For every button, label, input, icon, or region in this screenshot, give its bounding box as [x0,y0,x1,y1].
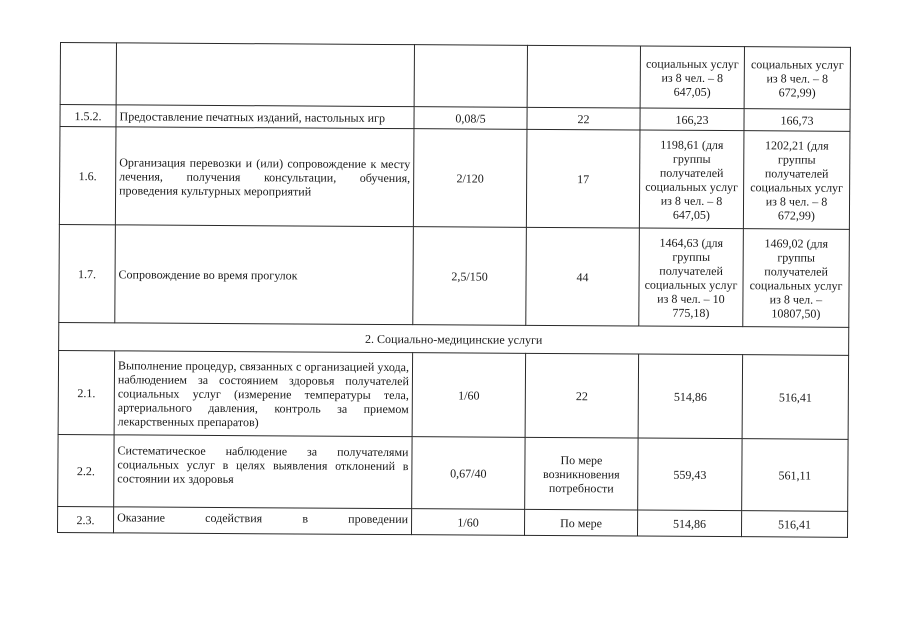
service-count [527,45,640,108]
service-count: По мере возникновения потребности [525,437,638,510]
table-row [58,434,848,511]
row-number: 2.1. [58,350,115,434]
table-row [58,506,848,537]
tariff-value: 1464,63 (для группы получателей социальных услуг из 8 чел. – 10 775,18) [639,228,744,327]
tariff-value: социальных услуг из 8 чел. – 8 647,05) [640,46,744,109]
row-number: 1.7. [59,224,116,322]
row-number: 1.6. [59,127,116,225]
tariff-value-alt: 516,41 [742,355,849,440]
time-norm: 0,08/5 [414,107,527,130]
service-count: 17 [526,129,640,228]
tariff-value-alt: социальных услуг из 8 чел. – 8 672,99) [744,47,850,110]
service-count: 22 [527,107,640,130]
tariff-value-alt: 561,11 [742,439,848,512]
service-count: По мере [524,509,637,536]
tariff-value-alt: 1202,21 (для группы получателей социальных услуг из 8 чел. – 8 672,99) [743,131,850,230]
tariff-value-alt: 1469,02 (для группы получателей социальных услуг из 8 чел. – 10807,50) [743,229,850,328]
time-norm: 2/120 [413,129,527,228]
time-norm: 1/60 [411,509,524,536]
table-row [59,127,850,230]
service-name: Систематическое наблюдение за получателями социальных услуг в целях выявления отклонений в состоянии их здоровья [114,435,412,509]
tariff-value: 1198,61 (для группы получателей социальных услуг из 8 чел. – 8 647,05) [639,130,744,229]
tariff-value: 514,86 [637,510,741,537]
service-name: Организация перевозки и (или) сопровождение к месту лечения, получения консультации, обучения, проведения культурных мероприятий [115,127,414,227]
tariff-value: 559,43 [638,438,742,511]
time-norm: 1/60 [412,353,526,438]
table-row [58,350,848,439]
service-name: Предоставление печатных изданий, настольных игр [116,105,414,129]
table-row [60,43,850,110]
table-row [59,224,850,327]
services-table [57,42,851,538]
row-number: 2.2. [58,434,114,506]
service-name: Сопровождение во время прогулок [115,225,414,325]
tariff-value-alt: 516,41 [741,511,847,538]
section-title: 2. Социально-медицинские услуги [59,322,849,355]
service-count: 22 [525,353,639,438]
row-number: 2.3. [58,506,114,532]
tariff-value: 166,23 [640,108,744,131]
row-number: 1.5.2. [60,105,116,127]
service-name: Оказание содействия в проведении [114,507,412,535]
document-page [57,42,851,538]
service-name [116,43,414,107]
tariff-value-alt: 166,73 [744,109,850,132]
service-count: 44 [526,227,640,326]
time-norm: 0,67/40 [412,437,525,510]
service-name: Выполнение процедур, связанных с организацией ухода, наблюдением за состоянием здоровья получателей социальных услуг (измерение температуры тела, артериального давления, контроль за приемом лекарственных препаратов) [114,351,413,437]
time-norm: 2,5/150 [413,227,527,326]
time-norm [414,45,527,108]
row-number [60,43,116,105]
tariff-value: 514,86 [638,354,743,439]
